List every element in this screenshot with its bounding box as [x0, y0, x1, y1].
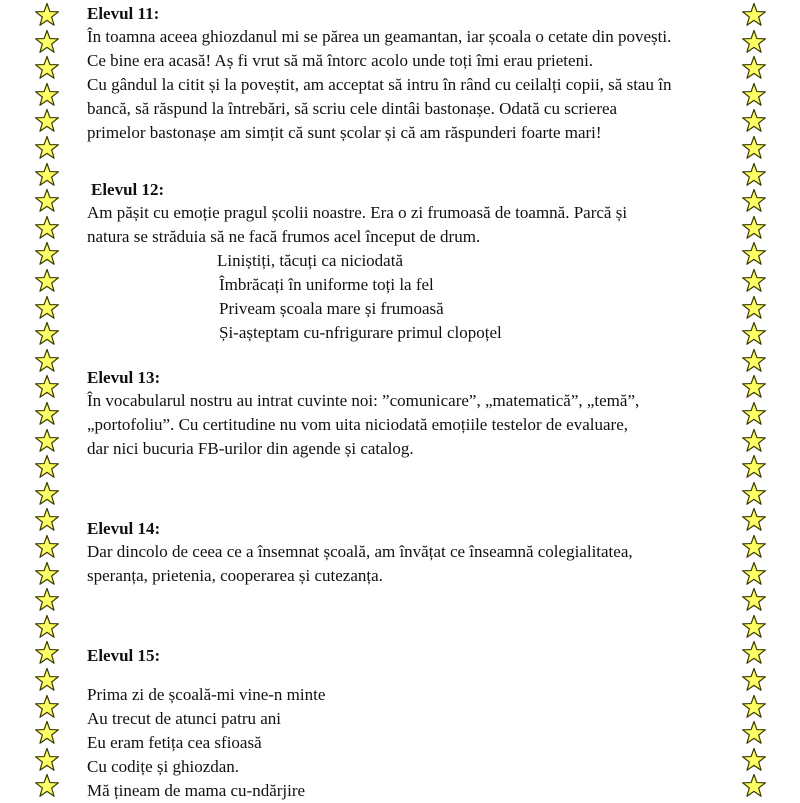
section-title: Elevul 14:	[87, 519, 161, 538]
star-icon	[741, 135, 767, 161]
star-icon	[741, 507, 767, 533]
section-title: Elevul 12:	[91, 180, 165, 199]
star-icon	[741, 268, 767, 294]
star-icon	[34, 348, 60, 374]
star-icon	[34, 694, 60, 720]
star-icon	[741, 667, 767, 693]
star-icon	[34, 241, 60, 267]
star-icon	[741, 374, 767, 400]
star-icon	[34, 428, 60, 454]
star-icon	[34, 587, 60, 613]
star-icon	[34, 108, 60, 134]
verse-line: Îmbrăcați în uniforme toți la fel	[219, 275, 434, 294]
star-icon	[741, 348, 767, 374]
text-line: Ce bine era acasă! Aș fi vrut să mă întorc acolo unde toți îmi erau prieteni.	[87, 51, 594, 70]
right-star-border	[741, 0, 767, 800]
star-icon	[741, 295, 767, 321]
star-icon	[34, 82, 60, 108]
section-title: Elevul 11:	[87, 4, 160, 23]
star-icon	[741, 694, 767, 720]
star-icon	[34, 614, 60, 640]
star-icon	[34, 481, 60, 507]
text-line: În toamna aceea ghiozdanul mi se părea un geamantan, iar școala o cetate din povești.	[87, 27, 672, 46]
text-line: Cu gândul la citit și la poveștit, am acceptat să intru în rând cu ceilalți copii, să stau în	[87, 75, 672, 94]
star-icon	[34, 640, 60, 666]
star-icon	[741, 29, 767, 55]
star-icon	[34, 667, 60, 693]
student-14-section	[87, 518, 737, 588]
star-icon	[741, 215, 767, 241]
text-line: Am pășit cu emoție pragul școlii noastre. Era o zi frumoasă de toamnă. Parcă și	[87, 203, 628, 222]
star-icon	[34, 162, 60, 188]
text-line: În vocabularul nostru au intrat cuvinte noi: ”comunicare”, „matematică”, „temă”,	[87, 391, 640, 410]
verse-line: Priveam școala mare și frumoasă	[219, 299, 444, 318]
star-icon	[741, 2, 767, 28]
star-icon	[741, 55, 767, 81]
star-icon	[741, 481, 767, 507]
star-icon	[34, 2, 60, 28]
left-star-border	[34, 0, 60, 800]
verse-line: Și-așteptam cu-nfrigurare primul clopoțel	[219, 323, 502, 342]
star-icon	[741, 321, 767, 347]
star-icon	[741, 534, 767, 560]
section-title: Elevul 13:	[87, 368, 161, 387]
verse-line: Cu codițe și ghiozdan.	[87, 757, 240, 776]
student-12-section	[87, 179, 737, 345]
paragraph	[87, 540, 737, 588]
text-line: „portofoliu”. Cu certitudine nu vom uita niciodată emoțiile testelor de evaluare,	[87, 415, 628, 434]
section-title: Elevul 15:	[87, 646, 161, 665]
star-icon	[741, 188, 767, 214]
star-icon	[741, 401, 767, 427]
star-icon	[741, 773, 767, 799]
star-icon	[741, 561, 767, 587]
star-icon	[34, 454, 60, 480]
verse	[87, 683, 737, 803]
text-line: natura se străduia să ne facă frumos acel început de drum.	[87, 227, 481, 246]
star-icon	[741, 82, 767, 108]
paragraph	[87, 201, 737, 249]
star-icon	[34, 188, 60, 214]
star-icon	[34, 135, 60, 161]
text-line: speranța, prietenia, cooperarea și cutezanța.	[87, 566, 383, 585]
star-icon	[34, 773, 60, 799]
text-line: primelor bastonașe am simțit că sunt școlar și că am răspunderi foarte mari!	[87, 123, 602, 142]
star-icon	[34, 321, 60, 347]
star-icon	[741, 587, 767, 613]
star-icon	[34, 295, 60, 321]
star-icon	[34, 401, 60, 427]
verse-line: Eu eram fetița cea sfioasă	[87, 733, 262, 752]
document-page	[87, 0, 737, 800]
student-13-section	[87, 367, 737, 461]
verse-line: Prima zi de școală-mi vine-n minte	[87, 685, 326, 704]
star-icon	[34, 268, 60, 294]
student-11-section	[87, 3, 737, 145]
star-icon	[34, 720, 60, 746]
verse-line: Liniștiți, tăcuți ca niciodată	[217, 251, 403, 270]
star-icon	[34, 55, 60, 81]
star-icon	[741, 108, 767, 134]
star-icon	[741, 640, 767, 666]
star-icon	[741, 454, 767, 480]
star-icon	[741, 614, 767, 640]
student-15-section	[87, 645, 737, 803]
verse-line: Mă țineam de mama cu-ndărjire	[87, 781, 306, 800]
star-icon	[34, 747, 60, 773]
star-icon	[741, 241, 767, 267]
star-icon	[741, 720, 767, 746]
text-line: Dar dincolo de ceea ce a însemnat școală, am învățat ce înseamnă colegialitatea,	[87, 542, 633, 561]
star-icon	[34, 507, 60, 533]
text-line: dar nici bucuria FB-urilor din agende și catalog.	[87, 439, 414, 458]
verse-line: Au trecut de atunci patru ani	[87, 709, 282, 728]
star-icon	[34, 374, 60, 400]
verse	[87, 249, 737, 345]
paragraph	[87, 389, 737, 461]
star-icon	[34, 215, 60, 241]
paragraph	[87, 25, 737, 145]
star-icon	[741, 428, 767, 454]
star-icon	[34, 534, 60, 560]
text-line: bancă, să răspund la întrebări, să scriu cele dintâi bastonașe. Odată cu scrierea	[87, 99, 618, 118]
star-icon	[34, 29, 60, 55]
star-icon	[741, 747, 767, 773]
star-icon	[34, 561, 60, 587]
star-icon	[741, 162, 767, 188]
